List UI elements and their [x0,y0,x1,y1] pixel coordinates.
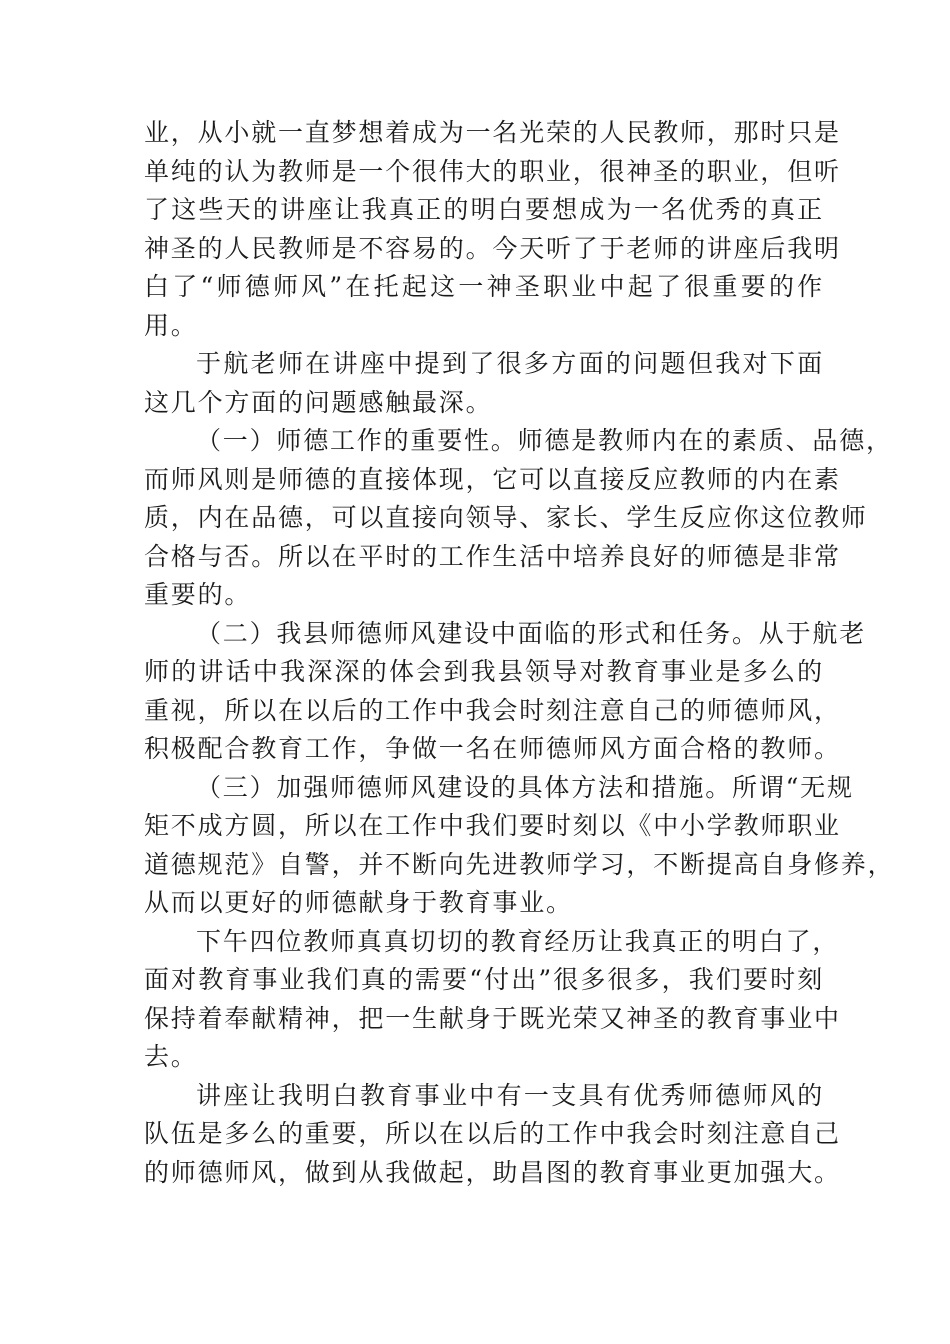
text-line: 队伍是多么的重要，所以在以后的工作中我会时刻注意自己 [144,1119,841,1148]
text-line: 面对教育事业我们真的需要“付出”很多很多，我们要时刻 [144,965,824,994]
body-text [144,114,895,1192]
paragraph-first-line: （一）师德工作的重要性。师德是教师内在的素质、品德， [196,426,893,455]
text-line: 积极配合教育工作，争做一名在师德师风方面合格的教师。 [144,734,841,763]
paragraph-first-line: （三）加强师德师风建设的具体方法和措施。所谓“无规 [196,772,854,802]
text-line: 去。 [144,1042,198,1071]
paragraph-first-line: 讲座让我明白教育事业中有一支具有优秀师德师风的 [196,1080,824,1110]
text-line: 单纯的认为教师是一个很伟大的职业，很神圣的职业，但听 [144,156,841,186]
text-line: 用。 [144,310,198,340]
text-line: 白了“师德师风”在托起这一神圣职业中起了很重要的作 [144,272,824,301]
text-line: 重视，所以在以后的工作中我会时刻注意自己的师德师风， [144,695,841,725]
text-line: 神圣的人民教师是不容易的。今天听了于老师的讲座后我明 [144,233,841,263]
text-line: 从而以更好的师德献身于教育事业。 [144,888,573,917]
text-line: 的师德师风，做到从我做起，助昌图的教育事业更加强大。 [144,1157,841,1187]
text-line: 重要的。 [144,580,252,609]
text-line: 业，从小就一直梦想着成为一名光荣的人民教师，那时只是 [144,118,841,147]
text-line: 师的讲话中我深深的体会到我县领导对教育事业是多么的 [144,657,824,686]
text-line: 质，内在品德，可以直接向领导、家长、学生反应你这位教师 [144,503,868,532]
text-line: 道德规范》自警，并不断向先进教师学习，不断提高自身修养， [144,849,895,879]
paragraph-first-line: 于航老师在讲座中提到了很多方面的问题但我对下面 [196,349,824,378]
text-line: 了这些天的讲座让我真正的明白要想成为一名优秀的真正 [144,195,824,224]
text-line: 这几个方面的问题感触最深。 [144,387,493,417]
paragraph-first-line: （二）我县师德师风建设中面临的形式和任务。从于航老 [196,618,867,648]
text-line: 而师风则是师德的直接体现，它可以直接反应教师的内在素 [144,464,841,494]
text-line: 矩不成方圆，所以在工作中我们要时刻以《中小学教师职业 [144,811,841,840]
text-line: 保持着奉献精神，把一生献身于既光荣又神圣的教育事业中 [144,1003,841,1033]
text-line: 合格与否。所以在平时的工作生活中培养良好的师德是非常 [144,541,841,571]
paragraph-first-line: 下午四位教师真真切切的教育经历让我真正的明白了， [196,926,840,956]
